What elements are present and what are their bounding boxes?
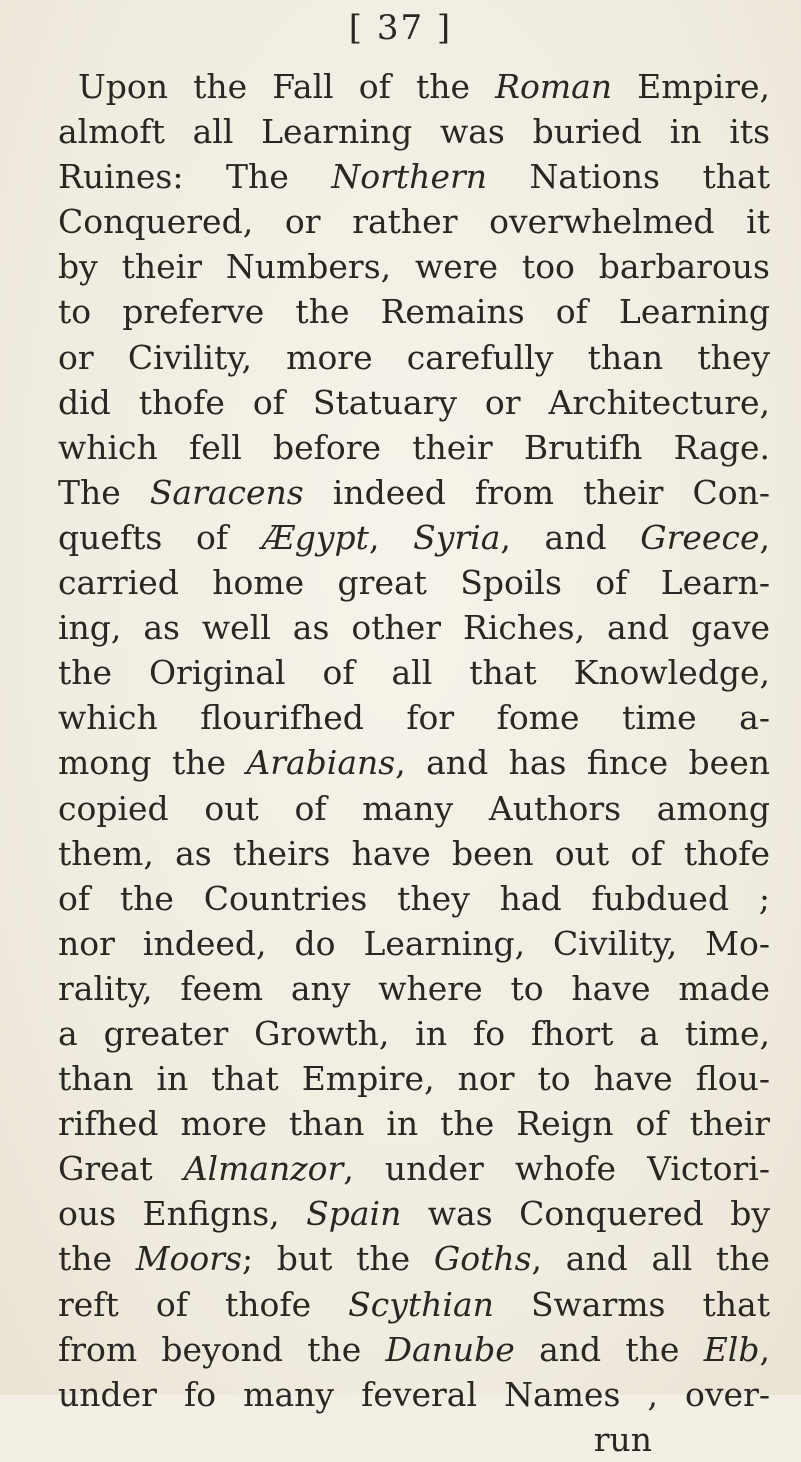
italic-text: Arabians xyxy=(246,743,396,783)
text-line xyxy=(58,740,770,785)
text-line xyxy=(58,470,770,515)
text-line xyxy=(58,154,770,199)
text-line xyxy=(58,244,770,289)
text-line xyxy=(58,1101,770,1146)
text-segment: reft of thofe xyxy=(58,1284,349,1324)
text-line xyxy=(58,515,770,560)
italic-text: Almanzor xyxy=(183,1149,344,1189)
italic-text: Greece xyxy=(640,517,760,557)
text-segment: was Conquered by xyxy=(401,1194,770,1234)
text-segment: Upon the Fall of the xyxy=(78,67,496,106)
text-segment: nor indeed, do Learning, Civility, Mo- xyxy=(58,923,770,963)
text-segment: and the xyxy=(514,1329,704,1369)
text-line xyxy=(58,1282,770,1327)
text-segment: Swarms that xyxy=(493,1284,770,1324)
text-line xyxy=(58,1236,770,1281)
text-segment: Great xyxy=(58,1149,184,1189)
text-segment: which fell before their Brutifh Rage. xyxy=(58,427,770,467)
italic-text: Northern xyxy=(331,157,487,197)
text-line xyxy=(58,605,770,650)
text-segment: , and xyxy=(500,517,641,557)
text-line xyxy=(58,695,770,740)
text-line xyxy=(58,560,770,605)
text-segment: ; but the xyxy=(241,1239,434,1279)
text-segment: did thofe of Statuary or Architecture, xyxy=(58,382,770,422)
text-line xyxy=(58,650,770,695)
text-line xyxy=(58,966,770,1011)
italic-text: Elb xyxy=(703,1329,760,1369)
text-line xyxy=(58,1191,770,1236)
italic-text: Syria xyxy=(413,517,501,557)
text-segment: , xyxy=(759,1329,770,1369)
text-segment: The xyxy=(58,472,150,512)
italic-text: Scythian xyxy=(348,1284,494,1324)
text-segment: indeed from their Con- xyxy=(303,472,770,512)
text-line xyxy=(58,199,770,244)
text-line xyxy=(58,876,770,921)
text-segment: them, as theirs have been out of thofe xyxy=(58,833,770,873)
page-number: [ 37 ] xyxy=(348,8,453,48)
text-segment: , xyxy=(759,517,770,557)
text-segment: ing, as well as other Riches, and gave xyxy=(58,608,770,648)
text-segment: Conquered, or rather overwhelmed it xyxy=(58,202,770,242)
text-line xyxy=(58,1372,770,1417)
text-line xyxy=(58,786,770,831)
text-segment: carried home great Spoils of Learn- xyxy=(58,563,770,603)
text-segment: which flourifhed for fome time a- xyxy=(58,698,770,738)
italic-text: Ægypt xyxy=(261,517,369,557)
italic-text: Danube xyxy=(385,1329,515,1369)
italic-text: Saracens xyxy=(149,472,304,512)
text-segment: mong the xyxy=(58,743,247,783)
text-line xyxy=(58,109,770,154)
text-segment: Ruines: The xyxy=(58,157,332,197)
text-segment: Empire, xyxy=(612,67,770,106)
text-line xyxy=(58,335,770,380)
text-segment: rifhed more than in the Reign of their xyxy=(58,1104,770,1144)
text-segment: , xyxy=(368,517,414,557)
text-line xyxy=(58,1056,770,1101)
text-segment: of the Countries they had fubdued ; xyxy=(58,878,770,918)
text-line xyxy=(58,921,770,966)
italic-text: Goths xyxy=(433,1239,532,1279)
text-segment: the Original of all that Knowledge, xyxy=(58,653,770,693)
text-segment: almoft all Learning was buried in its xyxy=(58,112,770,152)
text-line xyxy=(58,1327,770,1372)
text-segment: , and all the xyxy=(531,1239,770,1279)
text-segment: under fo many feveral Names , over- xyxy=(58,1374,770,1414)
text-line xyxy=(58,831,770,876)
text-segment: copied out of many Authors among xyxy=(58,788,770,828)
text-line xyxy=(58,425,770,470)
text-segment: to preferve the Remains of Learning xyxy=(58,292,770,332)
text-line xyxy=(58,380,770,425)
text-segment: or Civility, more carefully than they xyxy=(58,337,770,377)
text-segment: quefts of xyxy=(58,517,262,557)
italic-text: Moors xyxy=(135,1239,242,1279)
text-segment: ous Enfigns, xyxy=(58,1194,307,1234)
italic-text: Spain xyxy=(306,1194,402,1234)
text-segment: rality, feem any where to have made xyxy=(58,968,770,1008)
text-segment: a greater Growth, in fo fhort a time, xyxy=(58,1013,770,1053)
text-segment: than in that Empire, nor to have flou- xyxy=(58,1059,770,1099)
text-line xyxy=(58,1011,770,1056)
italic-text: Roman xyxy=(495,67,613,106)
text-segment: Nations that xyxy=(487,157,770,197)
text-line xyxy=(58,1417,770,1462)
text-line xyxy=(58,1146,770,1191)
text-segment: the xyxy=(58,1239,136,1279)
text-segment: , and has fince been xyxy=(395,743,770,783)
text-line xyxy=(58,64,770,109)
text-line xyxy=(58,289,770,334)
text-segment: by their Numbers, were too barbarous xyxy=(58,247,770,287)
text-segment: , under whofe Victori- xyxy=(343,1149,770,1189)
body-text xyxy=(58,64,770,1462)
text-segment: run xyxy=(593,1419,652,1459)
text-segment: from beyond the xyxy=(58,1329,386,1369)
